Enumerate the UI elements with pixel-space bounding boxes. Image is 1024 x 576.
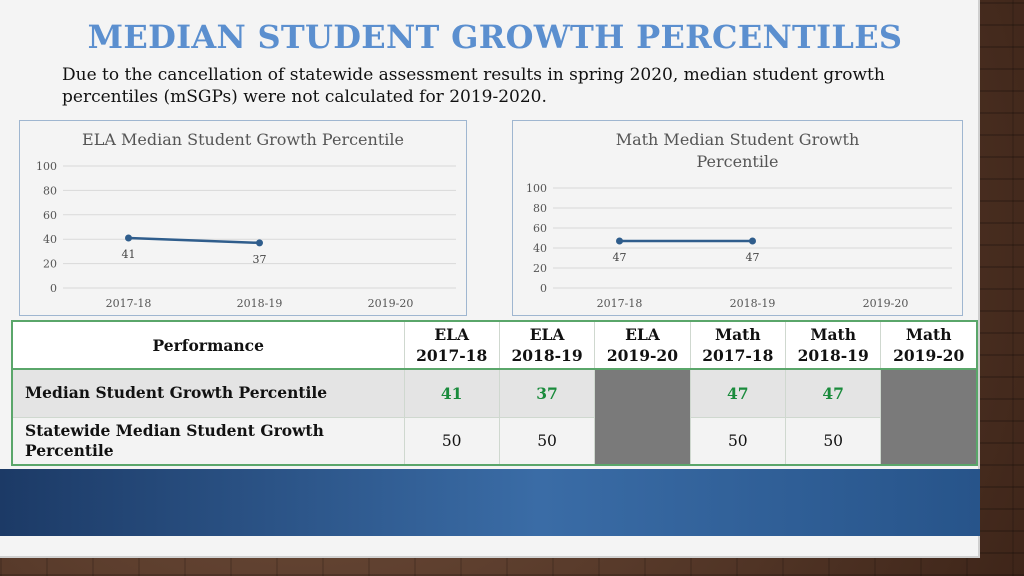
- not-available-cell: [595, 369, 690, 465]
- column-header: ELA 2018-19: [499, 321, 594, 369]
- column-header: ELA 2019-20: [595, 321, 690, 369]
- ela-chart: [19, 120, 467, 316]
- x-tick-label: 2019-20: [862, 297, 909, 310]
- column-header: ELA 2017-18: [404, 321, 499, 369]
- performance-header: Performance: [12, 321, 404, 369]
- x-tick-label: 2018-19: [729, 297, 776, 310]
- table-cell: 41: [404, 369, 499, 417]
- x-tick-label: 2017-18: [596, 297, 643, 310]
- y-tick-label: 80: [533, 202, 547, 215]
- y-tick-label: 100: [526, 182, 547, 195]
- table-cell: 50: [499, 417, 594, 465]
- data-point: [256, 239, 263, 246]
- y-tick-label: 20: [43, 257, 57, 271]
- x-tick-label: 2018-19: [236, 297, 283, 310]
- x-tick-label: 2019-20: [367, 297, 414, 310]
- table-cell: 47: [690, 369, 785, 417]
- table-row: [12, 417, 977, 465]
- y-tick-label: 0: [50, 282, 57, 295]
- table-row: [12, 369, 977, 417]
- y-tick-label: 40: [533, 242, 547, 255]
- data-label: 47: [612, 251, 627, 264]
- data-label: 41: [121, 247, 136, 261]
- not-available-cell: [881, 369, 977, 465]
- data-label: 37: [252, 252, 267, 266]
- y-tick-label: 40: [43, 233, 57, 247]
- table-header-row: [12, 321, 977, 369]
- math-chart-plot: [513, 121, 964, 317]
- column-header: Math 2018-19: [786, 321, 881, 369]
- data-point: [125, 234, 132, 241]
- column-header: Math 2019-20: [881, 321, 977, 369]
- footer-band: [0, 469, 980, 536]
- data-label: 47: [745, 251, 760, 264]
- table-cell: 50: [690, 417, 785, 465]
- y-tick-label: 0: [540, 282, 547, 295]
- math-chart: [512, 120, 963, 316]
- data-point: [616, 238, 623, 245]
- data-point: [749, 238, 756, 245]
- table-cell: 50: [404, 417, 499, 465]
- y-tick-label: 60: [43, 208, 57, 222]
- y-tick-label: 60: [533, 222, 547, 235]
- chart-title: Math Median Student Growth Percentile: [615, 130, 860, 171]
- subtitle: Due to the cancellation of statewide assessment results in spring 2020, median student growth percentiles (mSGPs) were not calculated for 2019-2020.: [62, 65, 885, 107]
- table-cell: 50: [786, 417, 881, 465]
- page-title: MEDIAN STUDENT GROWTH PERCENTILES: [87, 18, 903, 56]
- performance-table: [11, 320, 978, 466]
- column-header: Math 2017-18: [690, 321, 785, 369]
- x-tick-label: 2017-18: [105, 297, 152, 310]
- y-tick-label: 100: [36, 160, 57, 173]
- row-label: Statewide Median Student Growth Percentile: [12, 417, 404, 465]
- table-cell: 37: [499, 369, 594, 417]
- chart-title: ELA Median Student Growth Percentile: [82, 130, 404, 149]
- table-cell: 47: [786, 369, 881, 417]
- y-tick-label: 20: [533, 262, 547, 275]
- row-label: Median Student Growth Percentile: [12, 369, 404, 417]
- y-tick-label: 80: [43, 184, 57, 198]
- ela-chart-plot: [20, 121, 468, 317]
